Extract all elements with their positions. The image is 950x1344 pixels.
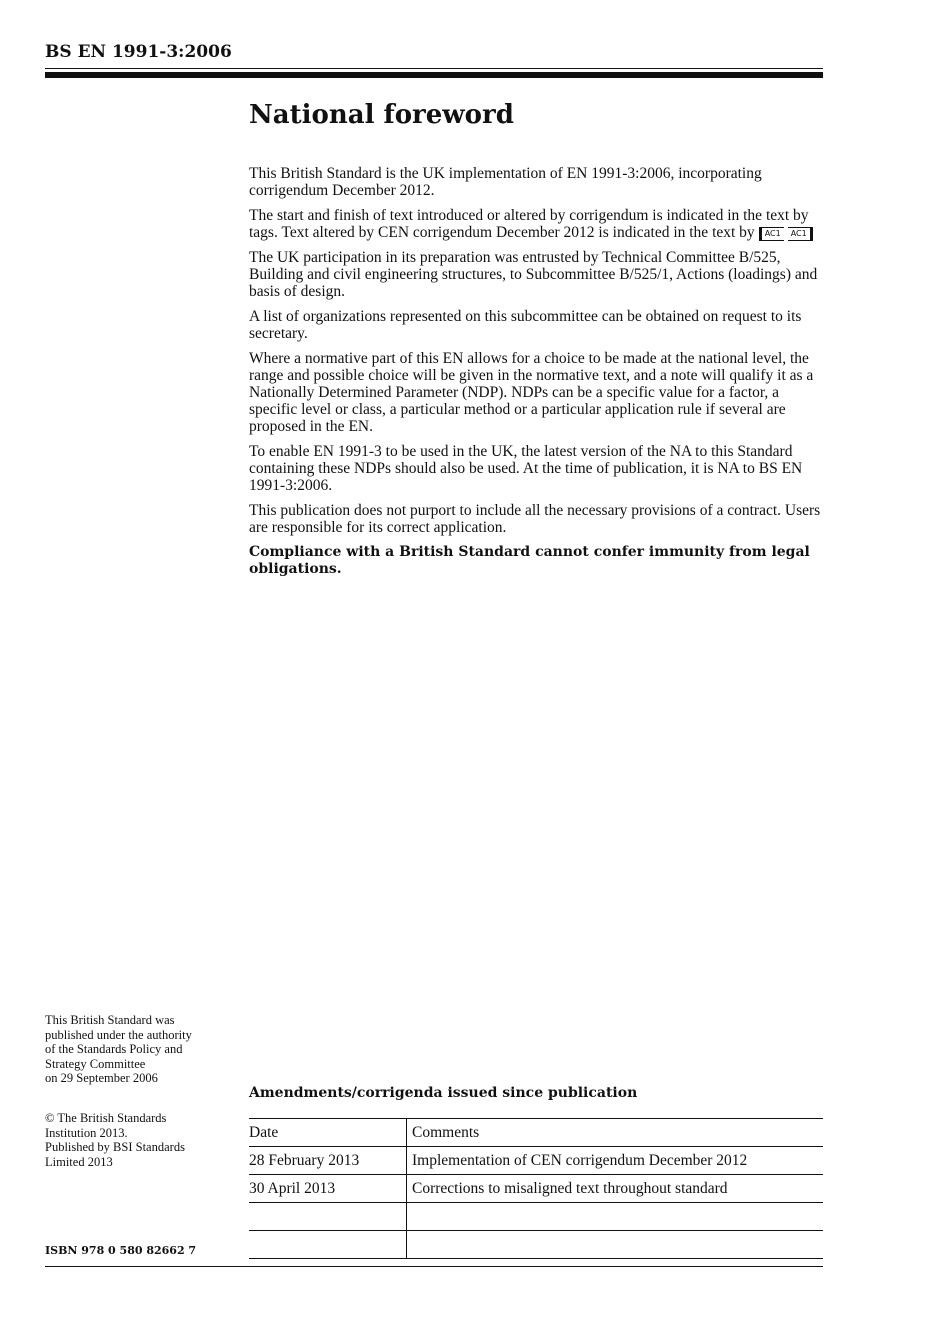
publication-note-line: Strategy Committee	[45, 1056, 146, 1071]
copyright-line: © The British Standards	[45, 1111, 167, 1125]
paragraph-national-annex: To enable EN 1991-3 to be used in the UK, the latest version of the NA to this Standard containing these NDPs should also be used. At the time of publication, it is NA to BS EN 1991-3:2006.	[249, 443, 803, 494]
table-cell-comment: Corrections to misaligned text throughout standard	[407, 1175, 824, 1203]
copyright-note	[45, 1111, 230, 1169]
table-row	[249, 1147, 823, 1175]
table-row	[249, 1175, 823, 1203]
page-title: National foreword	[249, 100, 514, 130]
copyright-line: Limited 2013	[45, 1154, 113, 1169]
paragraph-corrigendum-tags	[249, 207, 829, 241]
ac1-end-tag-icon: AC1	[788, 227, 813, 241]
publication-note-line: published under the authority	[45, 1027, 192, 1042]
table-cell-date: 30 April 2013	[249, 1175, 407, 1203]
column-header-date: Date	[249, 1119, 407, 1147]
table-cell-comment: Implementation of CEN corrigendum December 2012	[407, 1147, 824, 1175]
publication-note-line: on 29 September 2006	[45, 1071, 158, 1085]
paragraph-compliance: Compliance with a British Standard cannot confer immunity from legal obligations.	[249, 544, 810, 577]
table-cell-comment	[407, 1231, 824, 1259]
table-cell-comment	[407, 1203, 824, 1231]
table-cell-date: 28 February 2013	[249, 1147, 407, 1175]
footer-rule	[45, 1266, 823, 1267]
paragraph-provisions: This publication does not purport to include all the necessary provisions of a contract. Users are responsible for its correct application.	[249, 502, 821, 536]
header-rule-thick	[45, 72, 823, 78]
table-row	[249, 1231, 823, 1259]
paragraph-ndp: Where a normative part of this EN allows for a choice to be made at the national level, the range and possible choice will be given in the normative text, and a note will qualify it as a Nationally Determined Parameter (NDP). NDPs can be a specific value for a factor, a specific level or class, a particular method or a particular application rule if several are proposed in the EN.	[249, 350, 814, 435]
amendments-title: Amendments/corrigenda issued since publication	[249, 1085, 638, 1101]
corrigendum-text: The start and finish of text introduced or altered by corrigendum is indicated in the text by tags. Text altered by CEN corrigendum December 2012 is indicated in the text by	[249, 207, 809, 241]
ac1-start-tag-icon: AC1	[759, 227, 784, 241]
foreword-body	[249, 165, 829, 586]
publication-note	[45, 1013, 230, 1086]
table-header-row	[249, 1119, 823, 1147]
copyright-line: Published by BSI Standards	[45, 1140, 185, 1154]
table-row	[249, 1203, 823, 1231]
table-cell-date	[249, 1203, 407, 1231]
paragraph-implementation: This British Standard is the UK implementation of EN 1991-3:2006, incorporating corrigendum December 2012.	[249, 165, 762, 199]
header-rule-thin	[45, 68, 823, 69]
isbn: ISBN 978 0 580 82662 7	[45, 1244, 197, 1257]
table-cell-date	[249, 1231, 407, 1259]
paragraph-committee: The UK participation in its preparation was entrusted by Technical Committee B/525, Building and civil engineering structures, to Subcommittee B/525/1, Actions (loadings) and basis of design.	[249, 249, 818, 300]
amendments-table	[249, 1118, 823, 1259]
copyright-line: Institution 2013.	[45, 1125, 128, 1140]
publication-note-line: of the Standards Policy and	[45, 1042, 183, 1056]
paragraph-organizations: A list of organizations represented on this subcommittee can be obtained on request to its secretary.	[249, 308, 802, 342]
standard-code: BS EN 1991-3:2006	[45, 42, 232, 62]
publication-note-line: This British Standard was	[45, 1013, 175, 1027]
column-header-comments: Comments	[407, 1119, 824, 1147]
